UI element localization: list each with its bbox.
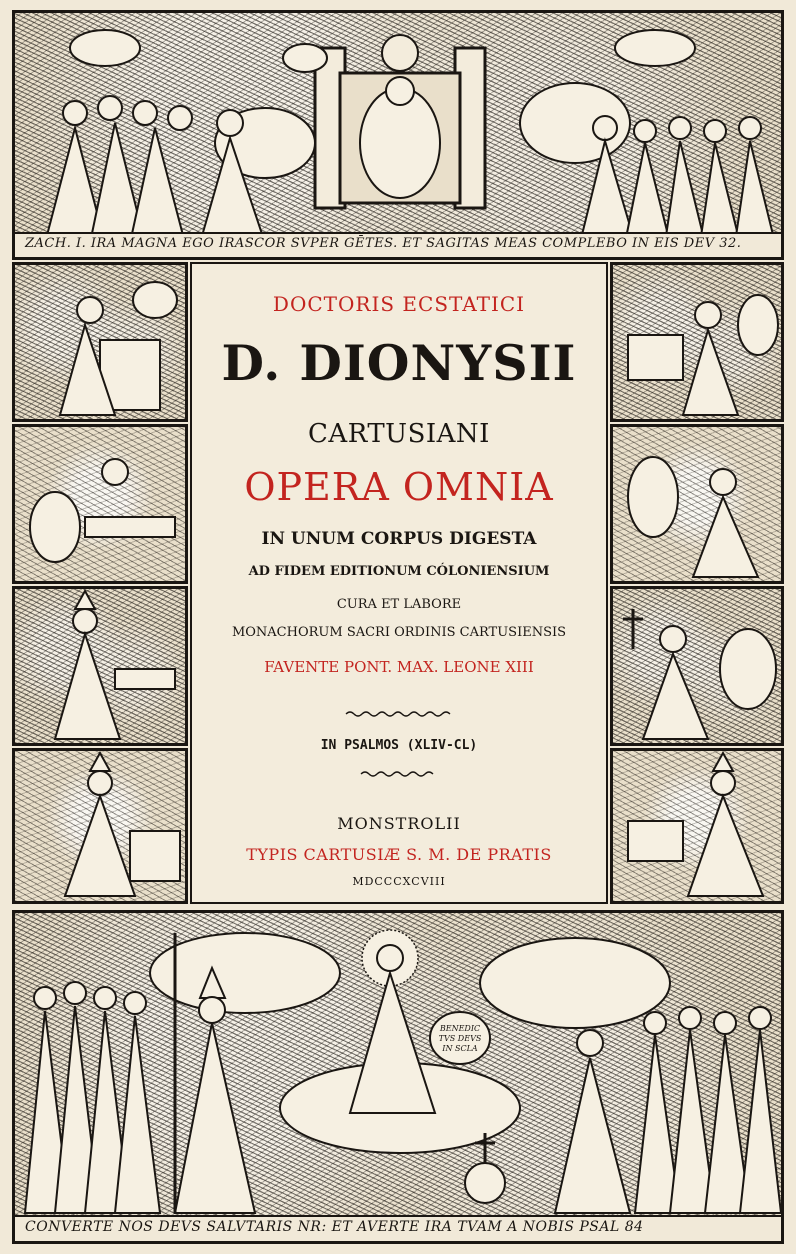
bottom-woodcut-illustration — [15, 913, 781, 1241]
author-order: CARTUSIANI — [308, 419, 490, 449]
evangelist-lion-illustration — [15, 427, 185, 581]
left-panel-2 — [12, 424, 188, 584]
bishop-writing-illustration — [15, 751, 185, 901]
work-title: OPERA OMNIA — [244, 465, 554, 509]
imprint-printer: TYPIS CARTUSIÆ S. M. DE PRATIS — [246, 845, 552, 864]
imprint-year: MDCCCXCVIII — [352, 875, 446, 888]
right-panel-1 — [610, 262, 784, 422]
scribe-ox-illustration — [613, 265, 781, 419]
right-panel-4 — [610, 748, 784, 904]
bishop-desk-illustration — [613, 751, 781, 901]
left-panel-4 — [12, 748, 188, 904]
scribe-illustration — [15, 265, 185, 419]
right-panel-2 — [610, 424, 784, 584]
subtitle-line-3: CURA ET LABORE — [336, 597, 462, 612]
volume-line: IN PSALMOS (XLIV-CL) — [320, 738, 478, 753]
ornamental-rule-2 — [359, 770, 439, 778]
author-name: D. DIONYSII — [221, 334, 577, 392]
banner-text-line-3: IN SCLA — [442, 1044, 478, 1053]
left-panel-1 — [12, 262, 188, 422]
subtitle-line-1: IN UNUM CORPUS DIGESTA — [261, 529, 537, 549]
banner-text-line-1: BENEDIC — [439, 1024, 481, 1033]
author-epithet: DOCTORIS ECSTATICI — [272, 292, 526, 316]
subtitle-line-2: AD FIDEM EDITIONUM CÓLONIENSIUM — [248, 564, 550, 579]
right-panel-3 — [610, 586, 784, 746]
top-woodcut-panel — [12, 10, 784, 260]
top-banner-caption: ZACH. I. IRA MAGNA EGO IRASCOR SVPER GĒTES. ET SAGITAS MEAS COMPLEBO IN EIS DEV 32. — [15, 232, 781, 257]
banner-text-line-2: TVS DEVS — [438, 1034, 482, 1043]
ornamental-rule-1 — [344, 710, 454, 718]
bottom-woodcut-panel — [12, 910, 784, 1244]
imprint-place: MONSTROLII — [337, 814, 461, 833]
pope-writing-illustration — [15, 589, 185, 743]
subtitle-line-4: MONACHORUM SACRI ORDINIS CARTUSIENSIS — [231, 625, 567, 640]
title-block — [190, 262, 608, 904]
patronage-line: FAVENTE PONT. MAX. LEONE XIII — [264, 658, 534, 676]
jerome-lion-illustration — [613, 589, 781, 743]
top-woodcut-illustration — [15, 13, 781, 257]
eagle-evangelist-illustration — [613, 427, 781, 581]
left-panel-3 — [12, 586, 188, 746]
bottom-banner-caption: CONVERTE NOS DEVS SALVTARIS NR: ET AVERTE IRA TVAM A NOBIS PSAL 84 — [15, 1215, 781, 1241]
